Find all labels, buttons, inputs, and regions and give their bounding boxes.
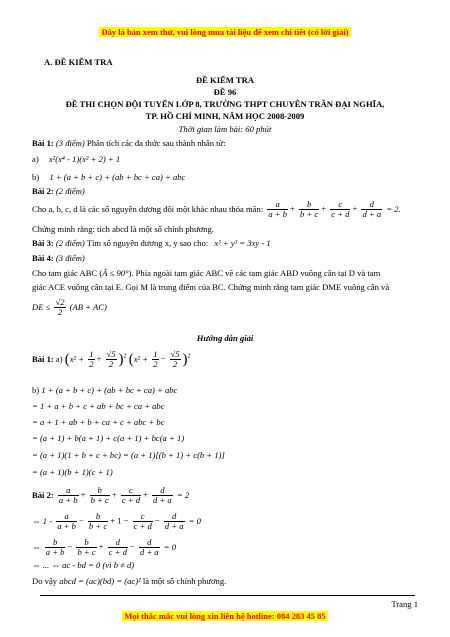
bai2-text: Cho a, b, c, d là các số nguyên dương đôi một khác nhau thỏa mãn: bbox=[32, 204, 264, 215]
title-de-number: ĐỀ 96 bbox=[213, 87, 237, 97]
sol2-conclusion-expr: abcd = (ac)(bd) = (ac)² bbox=[59, 576, 141, 586]
bai1-text: Phân tích các đa thức sau thành nhân tử: bbox=[86, 138, 226, 148]
bai4-angle: Â ≤ 90° bbox=[102, 268, 129, 278]
bai1-b-label: b) bbox=[32, 172, 40, 182]
bai2-heading bbox=[32, 186, 85, 197]
bai4-line1b: ). Phía ngoài tam giác ABC vẽ các tam giác ABD vuông cân tại D và tam bbox=[128, 268, 381, 278]
bai2-equation-rhs: = 2. bbox=[386, 204, 401, 215]
bai1-prompt bbox=[32, 138, 226, 149]
sol1-b-label: b) bbox=[32, 385, 40, 395]
bai4-ineq-left: DE ≤ bbox=[32, 302, 51, 313]
bai2-label: Bài 2: bbox=[32, 186, 54, 196]
sol1-b-step-5: = (a + 1)(b + 1)(c + 1) bbox=[32, 467, 113, 477]
bai4-inequality bbox=[32, 298, 107, 317]
title-de-kiem-tra: ĐỀ KIỂM TRA bbox=[195, 75, 255, 85]
sol2-step3: ⇔ $\frac{b}{a + b}$ − $\frac{b}{b + c}$ + $\frac{d}{c + d}$ − $\frac{d}{d + a}$ = 0 bbox=[32, 537, 176, 558]
sol2-step3-prefix: ⇔ bbox=[32, 542, 41, 553]
bai2-points: (2 điểm) bbox=[55, 186, 85, 196]
bai1-a-label: a) bbox=[32, 154, 39, 164]
bai2-frac-1: $\frac{a}{a + b}$ bbox=[268, 199, 288, 220]
bai2-frac-3: $\frac{c}{c + d}$ bbox=[331, 199, 350, 220]
sol1-a: Bài 1: a) (x² + $\frac{1}{2}$ + $\frac{√5}{2}$ )$^2$ (x² + $\frac{1}{2}$ − $\frac{√5}{2}$ )$^2$ bbox=[32, 349, 191, 370]
bai4-frac: $\frac{√2}{2}$ bbox=[55, 297, 65, 318]
section-a-heading: A. ĐỀ KIỂM TRA bbox=[44, 57, 113, 67]
bai2-prove: Chứng minh rằng: tích abcd là một số chính phương. bbox=[32, 224, 214, 234]
bai2-frac-4: $\frac{d}{d + a}$ bbox=[362, 199, 382, 220]
bai1-label: Bài 1: bbox=[32, 138, 54, 148]
bai3-label: Bài 3: bbox=[32, 238, 54, 248]
sol2-conclusion-b: là một số chính phương. bbox=[142, 576, 227, 586]
sol2-conclusion bbox=[32, 576, 226, 587]
bai1-a-expr: x²(x⁴ - 1)(x² + 2) + 1 bbox=[48, 154, 121, 164]
bai2-frac-2: $\frac{b}{b + c}$ bbox=[300, 199, 319, 220]
sol2-label: Bài 2: bbox=[32, 490, 54, 501]
solution-title: Hướng dẫn giải bbox=[196, 333, 254, 343]
sol2-step4: ⇔ ... ⇔ ac - bd = 0 (vì b ≠ d) bbox=[32, 560, 135, 570]
top-banner-row bbox=[0, 27, 450, 38]
sol1-b-step-4: = (a + 1)(1 + b + c + bc) = (a + 1)[(b + 1) + c(b + 1)] bbox=[32, 450, 225, 460]
sol1-b-step-1: = 1 + a + b + c + ab + bc + ca + abc bbox=[32, 401, 165, 411]
sol2-conclusion-a: Do vậy bbox=[32, 576, 58, 586]
sol1-a-label: a) bbox=[55, 354, 63, 365]
footer-divider bbox=[40, 595, 415, 596]
sol1-b-step-0: 1 + (a + b + c) + (ab + bc + ca) + abc bbox=[41, 385, 178, 395]
bai4-label: Bài 4: bbox=[32, 253, 54, 263]
bai3-text: Tìm số nguyên dương x, y sao cho: bbox=[86, 238, 209, 248]
sol2-step2: ⇔ 1 - $\frac{a}{a + b}$ − $\frac{b}{b + c}$ + 1 − $\frac{c}{c + d}$ − $\frac{d}{d + a}$ = 0 bbox=[32, 511, 201, 532]
page-number: Trang 1 bbox=[391, 599, 418, 609]
bai2-statement: Cho a, b, c, d là các số nguyên dương đôi một khác nhau thỏa mãn: $\frac{a}{a + b}$ + $\frac{b}{b + c}$ + $\frac{c}{c + d}$ + $\frac{d}{d + a}$ = 2. bbox=[32, 199, 401, 220]
bai4-line1a: Cho tam giác ABC ( bbox=[32, 268, 103, 278]
bai4-heading bbox=[32, 253, 85, 264]
bai1-b bbox=[32, 172, 185, 183]
bai3-expr: x³ + y³ = 3xy - 1 bbox=[214, 238, 271, 248]
bai4-line1 bbox=[32, 268, 380, 279]
bai3-statement bbox=[32, 238, 271, 249]
bottom-banner: Mọi thắc mắc vui lòng xin liên hệ hotline: 084 283 45 85 bbox=[124, 611, 326, 621]
bai3-points: (2 điểm) bbox=[55, 238, 85, 248]
sol2-step2-prefix: ⇔ 1 - bbox=[32, 516, 53, 527]
sol1-label: Bài 1: bbox=[32, 354, 54, 365]
sol1-b-step-3: = (a + 1) + b(a + 1) + c(a + 1) + bc(a + 1) bbox=[32, 433, 185, 443]
bai1-points: (3 điểm) bbox=[55, 138, 85, 148]
top-banner: Đây là bản xem thử, vui lòng mua tài liệu để xem chi tiết (có lời giải) bbox=[101, 27, 349, 37]
bai1-a bbox=[32, 154, 120, 165]
sol2-step1: Bài 2: $\frac{a}{a + b}$ + $\frac{b}{b + c}$ + $\frac{c}{c + d}$ + $\frac{d}{d + a}$ = 2 bbox=[32, 485, 190, 506]
bai4-ineq-right: (AB + AC) bbox=[69, 302, 107, 313]
exam-time: Thời gian làm bài: 60 phút bbox=[178, 124, 272, 134]
sol1-b-step-2: = a + 1 + ab + b + ca + c + abc + bc bbox=[32, 417, 165, 427]
sol1-b-line0 bbox=[32, 385, 177, 396]
title-exam-name: ĐỀ THI CHỌN ĐỘI TUYỂN LỚP 8, TRƯỜNG THPT CHUYÊN TRẦN ĐẠI NGHĨA, bbox=[65, 99, 385, 109]
title-city-year: TP. HỒ CHÍ MINH, NĂM HỌC 2008-2009 bbox=[145, 111, 305, 121]
bai4-points: (3 điểm) bbox=[55, 253, 85, 263]
bai4-line2: giác ACE vuông cân tại E. Gọi M là trung điểm của BC. Chứng minh rằng tam giác DME vuông cân và bbox=[32, 282, 390, 292]
bai1-b-expr: 1 + (a + b + c) + (ab + bc + ca) + abc bbox=[49, 172, 186, 182]
bottom-banner-row bbox=[0, 611, 450, 622]
